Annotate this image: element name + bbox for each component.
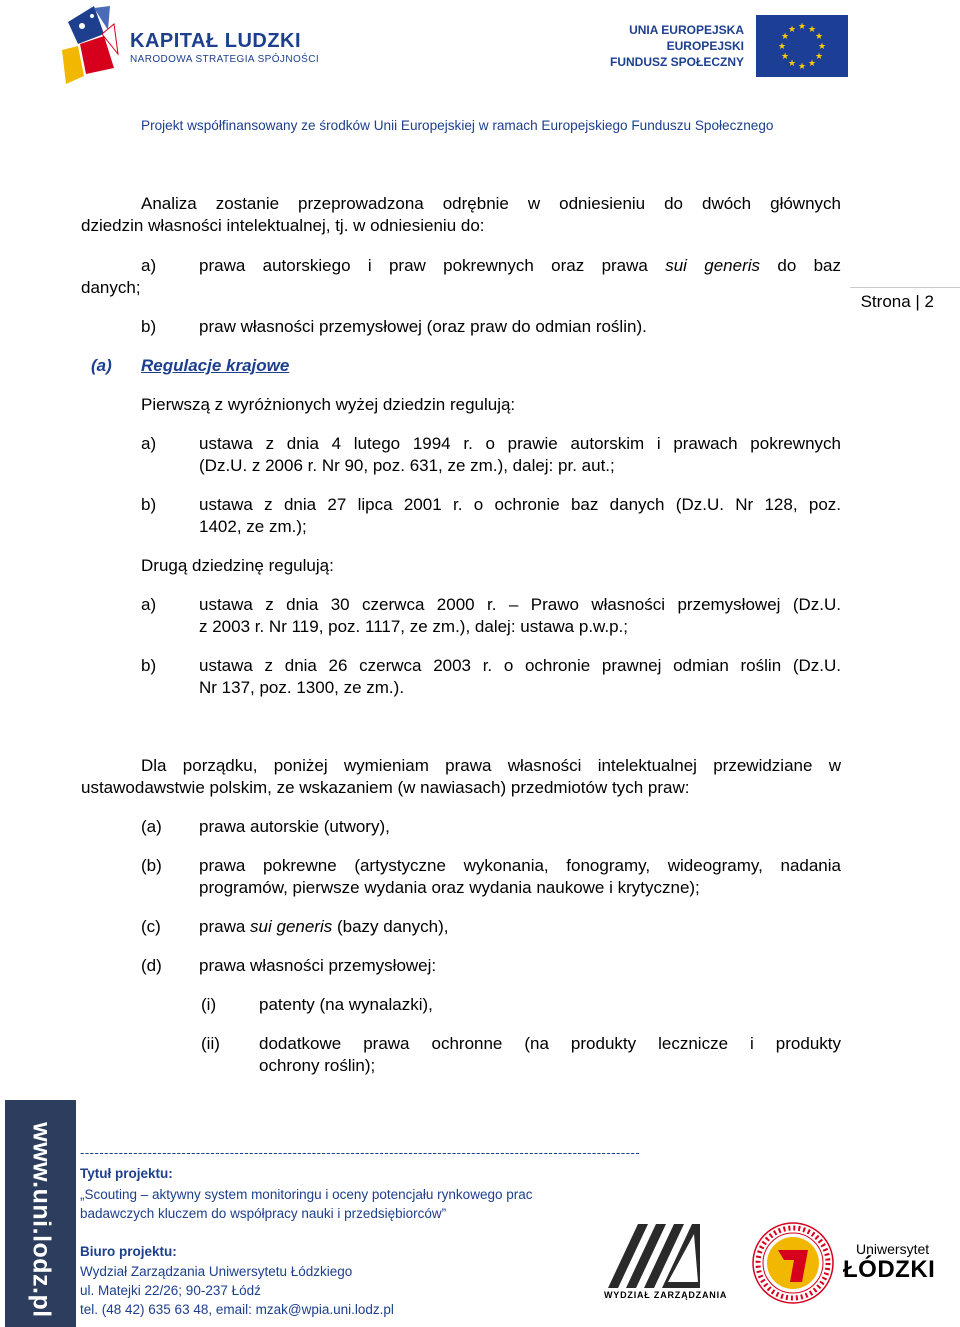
- svg-text:★: ★: [787, 59, 797, 69]
- right-d-text: prawa własności przemysłowej:: [199, 956, 437, 975]
- footer-separator: --------------------------------------------------------------------------------------------------------------------: [80, 1145, 641, 1160]
- svg-text:★: ★: [780, 52, 790, 62]
- domain-b-marker: b): [141, 317, 157, 336]
- svg-text:★: ★: [807, 25, 817, 35]
- eu-flag-icon: [756, 15, 848, 77]
- university-seal-icon: [750, 1220, 836, 1306]
- university-name-line1: Uniwersytet: [856, 1241, 930, 1257]
- cofinancing-note: Projekt współfinansowany ze środków Unii Europejskiej w ramach Europejskiego Funduszu Społecznego: [141, 118, 774, 133]
- eu-fund-line1: EUROPEJSKI: [666, 39, 744, 53]
- domain-b-text: praw własności przemysłowej (oraz praw do odmian roślin).: [199, 317, 647, 336]
- office-line3: tel. (48 42) 635 63 48, email: mzak@wpia.uni.lodz.pl: [80, 1302, 394, 1317]
- kapital-ludzki-title: KAPITAŁ LUDZKI: [130, 30, 302, 52]
- act-2b-line2: Nr 137, poz. 1300, ze zm.).: [199, 678, 405, 697]
- eu-title: UNIA EUROPEJSKA: [629, 23, 744, 37]
- act-2b-marker: b): [141, 656, 157, 675]
- second-domain-lead: Drugą dziedzinę regulują:: [141, 556, 334, 575]
- domain-a-marker: a): [141, 256, 157, 275]
- project-title-line1: „Scouting – aktywny system monitoringu i oceny potencjału rynkowego prac: [80, 1187, 533, 1202]
- subright-i-marker: (i): [201, 995, 217, 1014]
- subright-ii-line1: dodatkowe prawa ochronne (na produkty lecznicze i produkty: [259, 1034, 841, 1053]
- office-line1: Wydział Zarządzania Uniwersytetu Łódzkiego: [80, 1264, 353, 1279]
- svg-text:★: ★: [780, 32, 790, 42]
- right-c-text: prawa sui generis (bazy danych),: [199, 917, 449, 936]
- project-title-line2: badawczych kluczem do współpracy nauki i przedsiębiorców”: [80, 1206, 447, 1221]
- act-1a-line1: ustawa z dnia 4 lutego 1994 r. o prawie autorskim i prawach pokrewnych: [199, 434, 841, 453]
- order-line-2: ustawodawstwie polskim, ze wskazaniem (w nawiasach) przedmiotów tych praw:: [81, 778, 690, 797]
- act-2a-line1: ustawa z dnia 30 czerwca 2000 r. – Prawo własności przemysłowej (Dz.U.: [199, 595, 841, 614]
- svg-text:★: ★: [814, 32, 824, 42]
- office-line2: ul. Matejki 22/26; 90-237 Łódź: [80, 1283, 261, 1298]
- svg-text:★: ★: [817, 42, 827, 52]
- act-2a-marker: a): [141, 595, 157, 614]
- subright-ii-marker: (ii): [201, 1034, 220, 1053]
- act-1b-line2: 1402, ze zm.);: [199, 517, 307, 536]
- office-label: Biuro projektu:: [80, 1244, 177, 1259]
- svg-text:★: ★: [797, 22, 807, 32]
- domain-a-continuation: danych;: [81, 278, 141, 297]
- section-marker: (a): [91, 356, 112, 375]
- svg-text:★: ★: [814, 52, 824, 62]
- faculty-caption: WYDZIAŁ ZARZĄDZANIA: [604, 1290, 728, 1300]
- intro-line-1: Analiza zostanie przeprowadzona odrębnie w odniesieniu do dwóch głównych: [141, 194, 841, 213]
- first-domain-lead: Pierwszą z wyróżnionych wyżej dziedzin regulują:: [141, 395, 516, 414]
- project-title-label: Tytuł projektu:: [80, 1166, 173, 1181]
- act-1a-marker: a): [141, 434, 157, 453]
- university-url: www.uni.lodz.pl: [27, 1122, 56, 1318]
- right-d-marker: (d): [141, 956, 162, 975]
- page-number-rule: [850, 287, 960, 288]
- kapital-ludzki-subtitle: NARODOWA STRATEGIA SPÓJNOŚCI: [130, 54, 320, 65]
- eu-fund-line2: FUNDUSZ SPOŁECZNY: [609, 55, 744, 69]
- act-2b-line1: ustawa z dnia 26 czerwca 2003 r. o ochronie prawnej odmian roślin (Dz.U.: [199, 656, 841, 675]
- svg-text:★: ★: [797, 62, 807, 72]
- subright-ii-line2: ochrony roślin);: [259, 1056, 376, 1075]
- subright-i-text: patenty (na wynalazki),: [259, 995, 433, 1014]
- university-url-sidebar: [5, 1100, 76, 1327]
- right-c-marker: (c): [141, 917, 161, 936]
- page-number: Strona | 2: [860, 292, 934, 311]
- domain-a-text: prawa autorskiego i praw pokrewnych oraz prawa sui generis do baz: [199, 256, 842, 275]
- act-2a-line2: z 2003 r. Nr 119, poz. 1117, ze zm.), dalej: ustawa p.w.p.;: [199, 617, 629, 636]
- section-heading: Regulacje krajowe: [141, 356, 290, 375]
- svg-text:★: ★: [777, 42, 787, 52]
- right-b-line1: prawa pokrewne (artystyczne wykonania, fonogramy, wideogramy, nadania: [199, 856, 841, 875]
- order-line-1: Dla porządku, poniżej wymieniam prawa własności intelektualnej przewidziane w: [141, 756, 841, 775]
- act-1b-line1: ustawa z dnia 27 lipca 2001 r. o ochronie baz danych (Dz.U. Nr 128, poz.: [199, 495, 841, 514]
- intro-line-2: dziedzin własności intelektualnej, tj. w odniesieniu do:: [81, 216, 485, 235]
- right-a-marker: (a): [141, 817, 162, 836]
- svg-text:★: ★: [807, 59, 817, 69]
- right-b-line2: programów, pierwsze wydania oraz wydania naukowe i krytyczne);: [199, 878, 700, 897]
- university-name-line2: ŁÓDZKI: [843, 1256, 936, 1283]
- act-1b-marker: b): [141, 495, 157, 514]
- right-b-marker: (b): [141, 856, 162, 875]
- act-1a-line2: (Dz.U. z 2006 r. Nr 90, poz. 631, ze zm.), dalej: pr. aut.;: [199, 456, 615, 475]
- right-a-text: prawa autorskie (utwory),: [199, 817, 390, 836]
- svg-text:★: ★: [787, 25, 797, 35]
